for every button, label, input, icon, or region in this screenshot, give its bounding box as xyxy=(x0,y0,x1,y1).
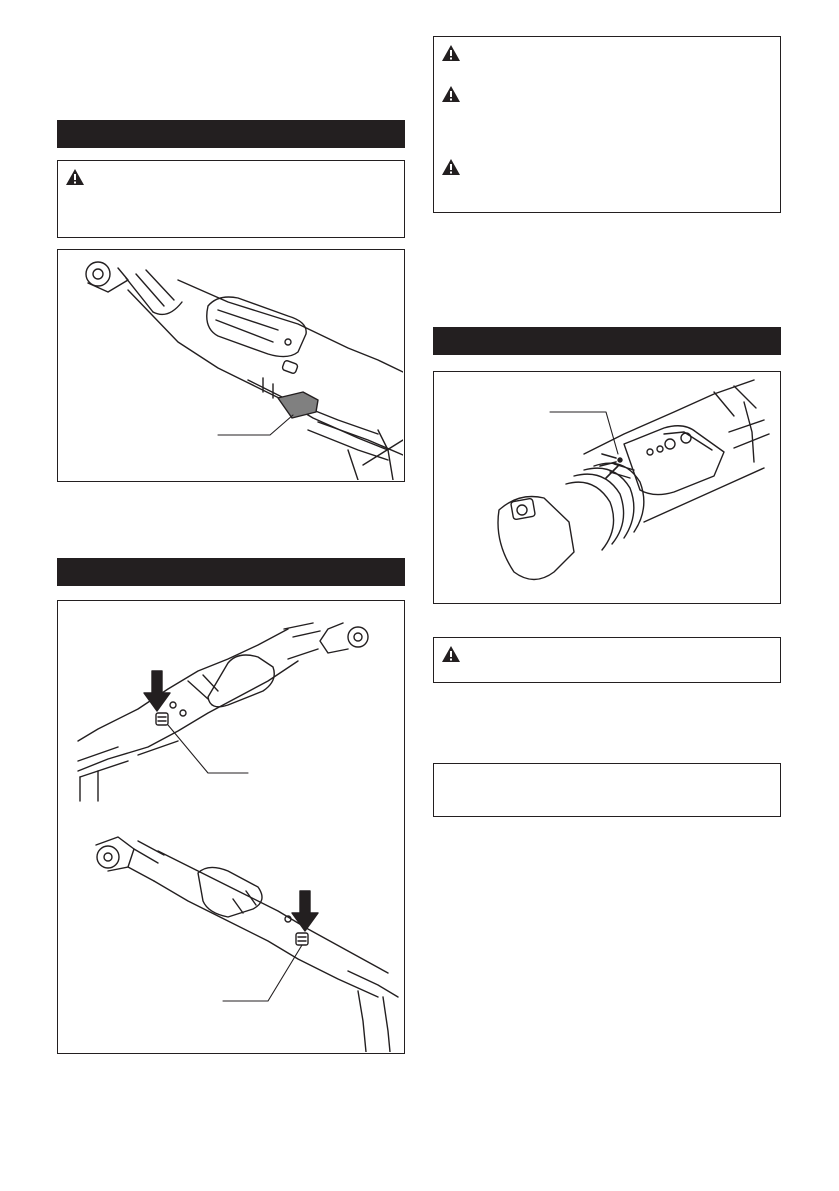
figure-ratchet-head-light xyxy=(433,371,781,604)
section-header-bar-2 xyxy=(57,558,405,586)
warning-triangle-icon xyxy=(65,168,85,186)
figure-ratchet-top-view xyxy=(57,249,405,482)
caution-box-3 xyxy=(433,637,781,683)
note-box xyxy=(433,763,781,817)
caution-box-1 xyxy=(57,160,405,238)
section-header-bar-1 xyxy=(57,120,405,148)
warning-triangle-icon xyxy=(441,645,461,663)
section-header-bar-3 xyxy=(433,327,781,355)
warning-triangle-icon xyxy=(441,44,461,62)
caution-box-2 xyxy=(433,36,781,213)
warning-triangle-icon xyxy=(441,85,461,103)
warning-triangle-icon xyxy=(441,158,461,176)
figure-reversing-switch xyxy=(57,600,405,1054)
